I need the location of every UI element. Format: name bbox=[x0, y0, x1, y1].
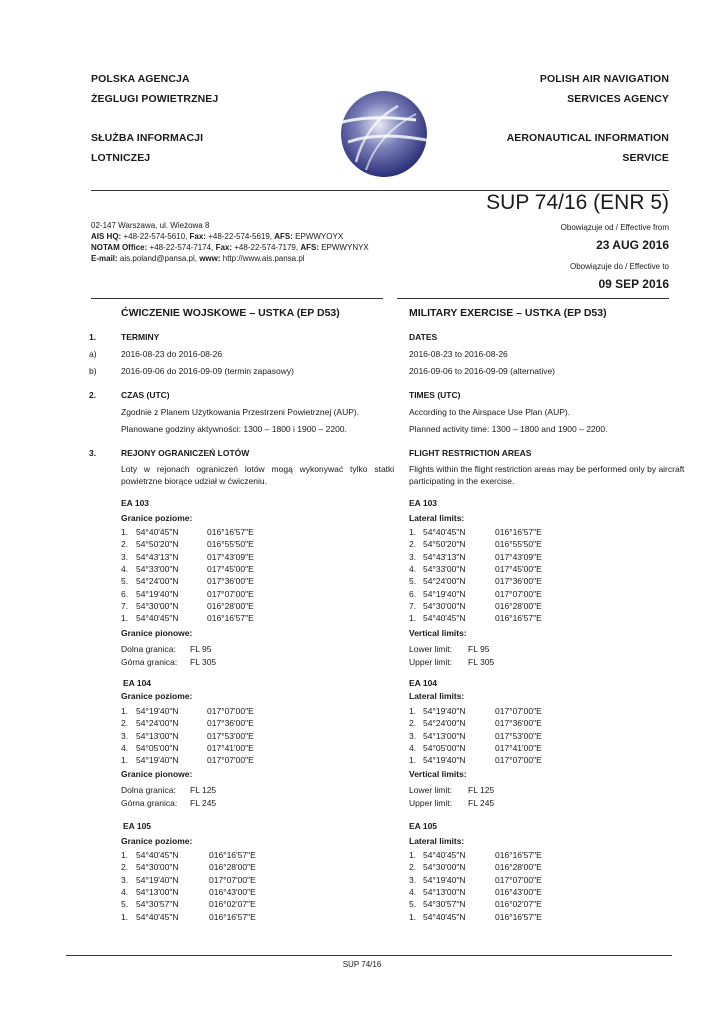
pl-area-105-point-lat: 54°13'00"N bbox=[136, 886, 179, 897]
en-area-104-upper-value: FL 245 bbox=[468, 798, 495, 808]
pl-area-105-point-lon: 016°16'57"E bbox=[209, 850, 256, 860]
notam-fax: +48-22-574-7179, bbox=[232, 243, 301, 252]
notam-fax-label: Fax: bbox=[215, 243, 233, 252]
en-area-103-point-number: 1. bbox=[409, 527, 417, 537]
en-area-103-name: EA 103 bbox=[409, 498, 438, 508]
effective-to-date: 09 SEP 2016 bbox=[598, 277, 669, 291]
en-area-105-point-lon: 016°16'57"E bbox=[495, 911, 542, 922]
en-area-104-lateral-label: Lateral limits: bbox=[409, 691, 465, 701]
en-area-104-lower-label: Lower limit: bbox=[409, 785, 452, 795]
footer-page-ref: SUP 74/16 bbox=[342, 960, 382, 969]
en-area-105-name: EA 105 bbox=[409, 821, 438, 831]
en-area-105-point-lat: 54°13'00"N bbox=[423, 886, 466, 897]
ais-label: AIS HQ: bbox=[91, 232, 122, 241]
pl-area-105-point-lon: 017°07'00"E bbox=[209, 874, 256, 885]
en-area-104-name: EA 104 bbox=[409, 678, 438, 688]
ais-tel: +48-22-574-5610, bbox=[121, 232, 190, 241]
item-b-label: b) bbox=[89, 366, 97, 376]
agency-name-en bbox=[540, 69, 669, 109]
en-area-104-point-lon: 017°36'00"E bbox=[495, 718, 542, 729]
pl-area-103-point-number: 5. bbox=[121, 576, 129, 587]
en-area-105-point-lon: 017°07'00"E bbox=[495, 874, 542, 885]
en-area-103-point-number: 4. bbox=[409, 563, 417, 574]
pl-area-104-point-number: 2. bbox=[121, 718, 129, 729]
en-area-104-point-number: 2. bbox=[409, 718, 417, 729]
item-a-label: a) bbox=[89, 349, 97, 359]
en-area-103-point-lat: 54°33'00"N bbox=[423, 563, 466, 574]
www-label: www: bbox=[199, 254, 221, 263]
pl-area-104-vertical-label: Granice pionowe: bbox=[121, 769, 193, 779]
en-area-105-point-lat: 54°30'00"N bbox=[423, 862, 466, 873]
pl-area-104-point-number: 1. bbox=[121, 706, 129, 716]
email-value[interactable]: ais.poland@pansa.pl, bbox=[117, 254, 200, 263]
effective-from-label: Obowiązuje od / Effective from bbox=[560, 223, 669, 232]
pl-area-103-point-number: 7. bbox=[121, 600, 129, 611]
pl-area-104-name: EA 104 bbox=[123, 678, 152, 688]
pl-s3-text2: powietrzne biorące udział w ćwiczeniu. bbox=[121, 476, 267, 486]
email-label: E-mail: bbox=[91, 254, 118, 263]
en-area-103-point-number: 5. bbox=[409, 576, 417, 587]
pl-area-103-point-lon: 016°16'57"E bbox=[207, 613, 254, 624]
en-area-104-point-number: 1. bbox=[409, 755, 417, 766]
agency-name-en-line1: POLISH AIR NAVIGATION bbox=[539, 73, 669, 85]
pl-area-103-point-number: 4. bbox=[121, 563, 129, 574]
pl-area-104-upper-value: FL 245 bbox=[190, 798, 217, 808]
pl-area-103-point-lon: 016°28'00"E bbox=[207, 600, 254, 611]
s3-number: 3. bbox=[89, 448, 97, 458]
pl-title: ĆWICZENIE WOJSKOWE – USTKA (EP D53) bbox=[121, 307, 340, 319]
en-s2-text1: According to the Airspace Use Plan (AUP). bbox=[409, 407, 571, 417]
en-area-104-point-number: 4. bbox=[409, 742, 417, 753]
en-area-103-point-lat: 54°43'13"N bbox=[423, 551, 466, 562]
pl-area-104-upper-label: Górna granica: bbox=[121, 798, 178, 808]
pl-area-103-point-lat: 54°24'00"N bbox=[136, 576, 179, 587]
pl-area-103-name: EA 103 bbox=[121, 498, 150, 508]
en-area-103-point-lat: 54°30'00"N bbox=[423, 600, 466, 611]
pl-area-103-point-lat: 54°19'40"N bbox=[136, 588, 179, 599]
en-s2-title: TIMES (UTC) bbox=[409, 390, 461, 400]
en-area-105-lateral-label: Lateral limits: bbox=[409, 836, 465, 846]
pl-area-104-point-lon: 017°07'00"E bbox=[207, 755, 254, 766]
en-area-103-point-number: 7. bbox=[409, 600, 417, 611]
en-area-105-point-lat: 54°30'57"N bbox=[423, 899, 466, 910]
pl-area-103-point-lat: 54°50'20"N bbox=[136, 539, 179, 550]
en-area-104-point-lon: 017°41'00"E bbox=[495, 742, 542, 753]
en-area-103-point-lon: 017°45'00"E bbox=[495, 563, 542, 574]
pl-area-104-lower-value: FL 125 bbox=[190, 785, 217, 795]
en-area-105-point-number: 3. bbox=[409, 874, 417, 885]
pl-area-103-point-number: 1. bbox=[121, 527, 129, 537]
en-area-104-vertical-label: Vertical limits: bbox=[409, 769, 467, 779]
pl-area-103-vertical-label: Granice pionowe: bbox=[121, 628, 193, 638]
en-area-103-vertical-label: Vertical limits: bbox=[409, 628, 467, 638]
en-area-103-point-number: 6. bbox=[409, 588, 417, 599]
notam-afs: EPWWYNYX bbox=[318, 243, 369, 252]
en-area-105-point-lon: 016°43'00"E bbox=[495, 886, 542, 897]
en-s1-title: DATES bbox=[409, 332, 438, 342]
pl-s1-title: TERMINY bbox=[121, 332, 160, 342]
pl-area-104-lateral-label: Granice poziome: bbox=[121, 691, 193, 701]
en-area-103-point-number: 2. bbox=[409, 539, 417, 550]
contact-email bbox=[91, 253, 369, 264]
en-area-103-point-lon: 016°55'50"E bbox=[495, 539, 542, 550]
pl-area-105-point-lat: 54°30'00"N bbox=[136, 862, 179, 873]
en-area-104-point-lat: 54°19'40"N bbox=[423, 706, 466, 716]
en-area-103-point-lon: 016°16'57"E bbox=[495, 613, 542, 624]
contact-block bbox=[91, 220, 369, 264]
pl-area-103-point-lat: 54°43'13"N bbox=[136, 551, 179, 562]
pl-area-105-point-lon: 016°28'00"E bbox=[209, 862, 256, 873]
pl-area-105-point-number: 5. bbox=[121, 899, 129, 910]
en-area-104-point-lon: 017°07'00"E bbox=[495, 706, 542, 716]
service-name-en-line2: SERVICE bbox=[622, 152, 669, 164]
service-name-pl bbox=[91, 128, 203, 168]
pl-area-105-point-number: 3. bbox=[121, 874, 129, 885]
pl-s3-text1: Loty w rejonach ograniczeń lotów mogą wykonywać tylko statki bbox=[121, 464, 395, 474]
pl-area-103-point-lat: 54°33'00"N bbox=[136, 563, 179, 574]
en-area-104-lower-value: FL 125 bbox=[468, 785, 495, 795]
s2-number: 2. bbox=[89, 390, 97, 400]
pl-area-105-point-number: 4. bbox=[121, 886, 129, 897]
en-area-105-point-lat: 54°19'40"N bbox=[423, 874, 466, 885]
en-area-103-point-number: 1. bbox=[409, 613, 417, 624]
pl-area-105-point-lat: 54°40'45"N bbox=[136, 850, 179, 860]
en-area-104-point-number: 1. bbox=[409, 706, 417, 716]
en-area-105-point-lon: 016°16'57"E bbox=[495, 850, 542, 860]
agency-name-en-line2: SERVICES AGENCY bbox=[567, 93, 669, 105]
service-name-pl-line2: LOTNICZEJ bbox=[91, 152, 151, 164]
en-area-103-upper-label: Upper limit: bbox=[409, 657, 452, 667]
pl-area-104-point-number: 1. bbox=[121, 755, 129, 766]
agency-name-pl-line2: ŻEGLUGI POWIETRZNEJ bbox=[91, 93, 219, 105]
notam-afs-label: AFS: bbox=[300, 243, 319, 252]
pl-s2-text1: Zgodnie z Planem Użytkowania Przestrzeni Powietrznej (AUP). bbox=[121, 407, 360, 417]
pl-area-103-upper-label: Górna granica: bbox=[121, 657, 178, 667]
pl-s2-text2: Planowane godziny aktywności: 1300 – 1800 i 1900 – 2200. bbox=[121, 424, 347, 434]
pl-area-103-point-number: 6. bbox=[121, 588, 129, 599]
en-area-104-point-lat: 54°05'00"N bbox=[423, 742, 466, 753]
en-area-105-point-lon: 016°02'07"E bbox=[495, 899, 542, 910]
pl-area-104-point-lon: 017°41'00"E bbox=[207, 742, 254, 753]
en-area-104-upper-label: Upper limit: bbox=[409, 798, 452, 808]
contact-ais bbox=[91, 231, 369, 242]
en-area-103-lower-label: Lower limit: bbox=[409, 644, 452, 654]
pl-area-105-point-number: 1. bbox=[121, 911, 129, 922]
ais-fax: +48-22-574-5619, bbox=[205, 232, 275, 241]
agency-name-pl-line1: POLSKA AGENCJA bbox=[91, 73, 190, 85]
pl-area-103-point-lon: 017°43'09"E bbox=[207, 551, 254, 562]
en-area-103-point-lat: 54°40'45"N bbox=[423, 613, 466, 624]
effective-from-date: 23 AUG 2016 bbox=[596, 238, 669, 252]
afs-label: AFS: bbox=[274, 232, 293, 241]
contact-notam bbox=[91, 242, 369, 253]
en-area-103-lateral-label: Lateral limits: bbox=[409, 513, 465, 523]
pl-s3-title: REJONY OGRANICZEŃ LOTÓW bbox=[121, 448, 250, 458]
ais-afs: EPWWYOYX bbox=[292, 232, 344, 241]
pl-area-104-point-lat: 54°13'00"N bbox=[136, 730, 179, 741]
pl-area-103-point-lon: 017°07'00"E bbox=[207, 588, 254, 599]
en-area-104-point-lat: 54°24'00"N bbox=[423, 718, 466, 729]
en-area-103-point-number: 3. bbox=[409, 551, 417, 562]
en-area-103-upper-value: FL 305 bbox=[468, 657, 495, 667]
pl-area-105-point-lon: 016°02'07"E bbox=[209, 899, 256, 910]
en-area-104-point-lat: 54°19'40"N bbox=[423, 755, 466, 766]
en-area-103-point-lat: 54°19'40"N bbox=[423, 588, 466, 599]
pl-area-105-point-lat: 54°30'57"N bbox=[136, 899, 179, 910]
pl-area-103-upper-value: FL 305 bbox=[190, 657, 217, 667]
pl-area-103-point-lon: 017°36'00"E bbox=[207, 576, 254, 587]
en-area-103-lower-value: FL 95 bbox=[468, 644, 490, 654]
pl-area-105-point-lon: 016°16'57"E bbox=[209, 911, 256, 922]
pl-area-105-point-number: 1. bbox=[121, 850, 129, 860]
pl-area-105-point-lat: 54°19'40"N bbox=[136, 874, 179, 885]
notam-tel: +48-22-574-7174, bbox=[147, 243, 216, 252]
agency-name-pl bbox=[91, 69, 218, 109]
en-item-a: 2016-08-23 to 2016-08-26 bbox=[409, 349, 508, 359]
en-item-b: 2016-09-06 to 2016-09-09 (alternative) bbox=[409, 366, 556, 376]
footer-rule bbox=[66, 955, 672, 956]
pl-column-rule bbox=[91, 298, 383, 299]
pl-area-104-point-lat: 54°24'00"N bbox=[136, 718, 179, 729]
en-title: MILITARY EXERCISE – USTKA (EP D53) bbox=[409, 307, 607, 319]
en-area-103-point-lon: 017°43'09"E bbox=[495, 551, 542, 562]
pl-area-103-point-lat: 54°30'00"N bbox=[136, 600, 179, 611]
service-name-en-line1: AERONAUTICAL INFORMATION bbox=[506, 132, 669, 144]
pl-area-103-lateral-label: Granice poziome: bbox=[121, 513, 193, 523]
en-area-103-point-lat: 54°50'20"N bbox=[423, 539, 466, 550]
pl-area-104-point-lat: 54°19'40"N bbox=[136, 706, 179, 716]
en-area-103-point-lon: 017°36'00"E bbox=[495, 576, 542, 587]
en-area-104-point-lon: 017°07'00"E bbox=[495, 755, 542, 766]
pl-area-104-point-lon: 017°07'00"E bbox=[207, 706, 254, 716]
pl-area-103-point-number: 3. bbox=[121, 551, 129, 562]
pl-area-103-point-lat: 54°40'45"N bbox=[136, 613, 179, 624]
en-area-103-point-lat: 54°24'00"N bbox=[423, 576, 466, 587]
service-name-en bbox=[507, 128, 669, 168]
pl-area-104-lower-label: Dolna granica: bbox=[121, 785, 176, 795]
pl-area-105-name: EA 105 bbox=[123, 821, 152, 831]
pl-area-103-lower-label: Dolna granica: bbox=[121, 644, 176, 654]
en-s3-text2: participating in the exercise. bbox=[409, 476, 515, 486]
www-value[interactable]: http://www.ais.pansa.pl bbox=[220, 254, 305, 263]
pl-area-103-point-lon: 016°16'57"E bbox=[207, 527, 254, 537]
en-area-105-point-number: 2. bbox=[409, 862, 417, 873]
en-area-103-point-lon: 017°07'00"E bbox=[495, 588, 542, 599]
pl-area-104-point-lat: 54°19'40"N bbox=[136, 755, 179, 766]
pl-area-105-point-lon: 016°43'00"E bbox=[209, 886, 256, 897]
effective-to-label: Obowiązuje do / Effective to bbox=[569, 262, 669, 271]
s1-number: 1. bbox=[89, 332, 97, 342]
en-s2-text2: Planned activity time: 1300 – 1800 and 1900 – 2200. bbox=[409, 424, 608, 434]
en-area-105-point-lat: 54°40'45"N bbox=[423, 911, 466, 922]
en-area-105-point-number: 1. bbox=[409, 911, 417, 922]
en-area-105-point-lon: 016°28'00"E bbox=[495, 862, 542, 873]
pl-area-103-point-lat: 54°40'45"N bbox=[136, 527, 179, 537]
en-s3-title: FLIGHT RESTRICTION AREAS bbox=[409, 448, 532, 458]
en-column-rule bbox=[397, 298, 669, 299]
en-area-105-point-number: 5. bbox=[409, 899, 417, 910]
pl-area-104-point-number: 4. bbox=[121, 742, 129, 753]
pl-area-105-point-lat: 54°40'45"N bbox=[136, 911, 179, 922]
pl-item-b: 2016-09-06 do 2016-09-09 (termin zapasowy) bbox=[121, 366, 294, 376]
pl-area-104-point-number: 3. bbox=[121, 730, 129, 741]
service-name-pl-line1: SŁUŻBA INFORMACJI bbox=[91, 132, 204, 144]
notam-label: NOTAM Office: bbox=[91, 243, 148, 252]
en-area-103-point-lon: 016°16'57"E bbox=[495, 527, 542, 537]
pl-area-105-point-number: 2. bbox=[121, 862, 129, 873]
en-area-103-point-lon: 016°28'00"E bbox=[495, 600, 542, 611]
pl-item-a: 2016-08-23 do 2016-08-26 bbox=[121, 349, 223, 359]
pl-area-103-point-number: 1. bbox=[121, 613, 129, 624]
en-area-104-point-lat: 54°13'00"N bbox=[423, 730, 466, 741]
pl-area-103-lower-value: FL 95 bbox=[190, 644, 212, 654]
en-s3-text1: Flights within the flight restriction areas may be performed only by aircraft bbox=[409, 464, 685, 474]
en-area-104-point-number: 3. bbox=[409, 730, 417, 741]
en-area-105-point-number: 4. bbox=[409, 886, 417, 897]
pl-area-103-point-number: 2. bbox=[121, 539, 129, 550]
pl-area-104-point-lat: 54°05'00"N bbox=[136, 742, 179, 753]
pl-area-104-point-lon: 017°36'00"E bbox=[207, 718, 254, 729]
pl-area-104-point-lon: 017°53'00"E bbox=[207, 730, 254, 741]
pansa-logo-icon bbox=[326, 84, 446, 180]
contact-address: 02-147 Warszawa, ul. Wieżowa 8 bbox=[91, 221, 210, 230]
en-area-105-point-lat: 54°40'45"N bbox=[423, 850, 466, 860]
en-area-105-point-number: 1. bbox=[409, 850, 417, 860]
sup-title: SUP 74/16 (ENR 5) bbox=[486, 191, 669, 214]
en-area-103-point-lat: 54°40'45"N bbox=[423, 527, 466, 537]
pl-area-103-point-lon: 017°45'00"E bbox=[207, 563, 254, 574]
fax-label: Fax: bbox=[189, 232, 206, 241]
pl-area-105-lateral-label: Granice poziome: bbox=[121, 836, 193, 846]
pl-area-103-point-lon: 016°55'50"E bbox=[207, 539, 254, 550]
pl-s2-title: CZAS (UTC) bbox=[121, 390, 170, 400]
en-area-104-point-lon: 017°53'00"E bbox=[495, 730, 542, 741]
